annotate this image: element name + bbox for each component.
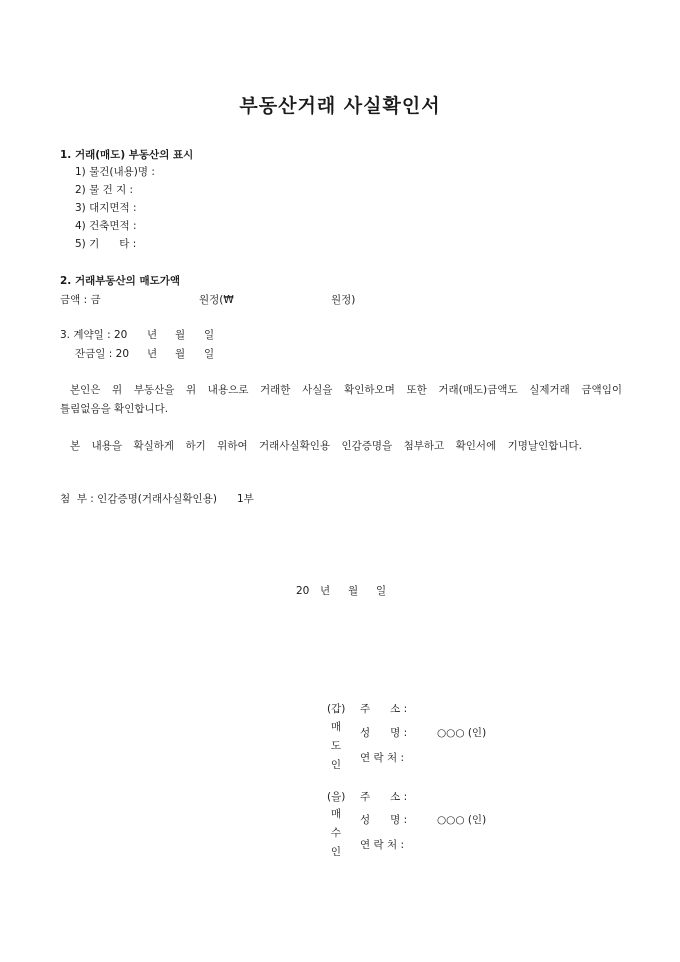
buyer-address-label: 주 소 : <box>360 791 408 803</box>
attachment-line: 첨 부 : 인감증명(거래사실확인용) 1부 <box>60 493 254 505</box>
seal-paragraph: 본 내용을 확실하게 하기 위하여 거래사실확인용 인감증명을 첨부하고 확인서에 기명날인합니다. <box>70 440 582 452</box>
item-property-name: 1) 물건(내용)명 : <box>75 166 155 178</box>
balance-year: 년 <box>147 348 158 360</box>
buyer-party-label: (을) <box>327 791 346 803</box>
buyer-vertical-char: 인 <box>330 846 342 858</box>
contract-month: 월 <box>175 329 186 341</box>
buyer-name-label: 성 명 : <box>360 814 408 826</box>
confirmation-paragraph-line1: 본인은 위 부동산을 위 내용으로 거래한 사실을 확인하오며 또한 거래(매도)금액도 실제거래 금액임이 <box>70 384 622 396</box>
buyer-name-value: ○○○ (인) <box>437 814 487 826</box>
contract-date-label: 3. 계약일 : 20 <box>60 329 128 341</box>
date-year-prefix: 20 <box>296 585 310 597</box>
item-other: 5) 기 타 : <box>75 238 137 250</box>
contract-day: 일 <box>204 329 215 341</box>
date-year: 년 <box>320 585 331 597</box>
date-day: 일 <box>376 585 387 597</box>
seller-vertical-char: 인 <box>330 759 342 771</box>
section2-heading: 2. 거래부동산의 매도가액 <box>60 275 181 287</box>
balance-day: 일 <box>204 348 215 360</box>
seller-party-label: (갑) <box>327 703 346 715</box>
confirmation-paragraph-line2: 틀림없음을 확인합니다. <box>60 403 169 415</box>
buyer-contact-label: 연 락 처 : <box>360 839 404 851</box>
date-month: 월 <box>348 585 359 597</box>
item-land-area: 3) 대지면적 : <box>75 202 137 214</box>
page-title: 부동산거래 사실확인서 <box>239 95 441 117</box>
amount-krw-label: 원정(₩ <box>199 294 234 306</box>
section1-heading: 1. 거래(매도) 부동산의 표시 <box>60 149 194 161</box>
balance-date-label: 잔금일 : 20 <box>75 348 130 360</box>
seller-name-label: 성 명 : <box>360 727 408 739</box>
seller-contact-label: 연 락 처 : <box>360 752 404 764</box>
seller-vertical-char: 도 <box>330 740 342 752</box>
contract-year: 년 <box>147 329 158 341</box>
buyer-vertical-char: 수 <box>330 827 342 839</box>
amount-label: 금액 : 금 <box>60 294 101 306</box>
buyer-vertical-char: 매 <box>330 808 342 820</box>
amount-end-label: 원정) <box>331 294 356 306</box>
seller-address-label: 주 소 : <box>360 703 408 715</box>
item-building-area: 4) 건축면적 : <box>75 220 137 232</box>
seller-name-value: ○○○ (인) <box>437 727 487 739</box>
balance-month: 월 <box>175 348 186 360</box>
seller-vertical-char: 매 <box>330 721 342 733</box>
item-property-location: 2) 물 건 지 : <box>75 184 134 196</box>
